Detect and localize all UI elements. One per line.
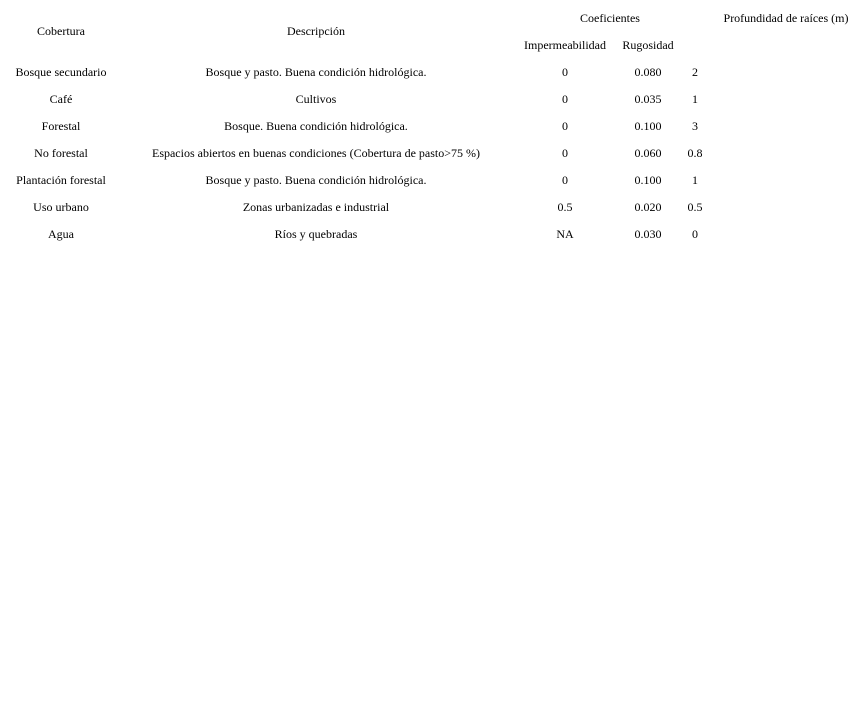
cell-rugosidad: 0.035 — [634, 92, 662, 106]
cell-descripcion: Cultivos — [295, 92, 337, 106]
cell-descripcion: Zonas urbanizadas e industrial — [242, 200, 390, 214]
cell-cobertura: Forestal — [41, 119, 81, 133]
cell-rugosidad: 0.100 — [634, 119, 662, 133]
cell-impermeabilidad: 0 — [562, 146, 568, 160]
cell-cobertura: Café — [49, 92, 73, 106]
cell-profundidad: 2 — [692, 65, 698, 79]
header-impermeabilidad: Impermeabilidad — [524, 38, 606, 52]
header-coeficientes: Coeficientes — [580, 11, 640, 25]
cell-impermeabilidad: 0 — [562, 173, 568, 187]
cell-rugosidad: 0.020 — [634, 200, 662, 214]
cell-rugosidad: 0.060 — [634, 146, 662, 160]
cell-descripcion: Bosque y pasto. Buena condición hidrológica. — [205, 65, 427, 79]
cell-descripcion: Espacios abiertos en buenas condiciones (Cobertura de pasto>75 %) — [151, 146, 480, 160]
cell-profundidad: 0 — [692, 227, 698, 241]
cell-rugosidad: 0.100 — [634, 173, 662, 187]
cell-descripcion: Ríos y quebradas — [274, 227, 358, 241]
cell-cobertura: Uso urbano — [33, 200, 89, 214]
cell-profundidad: 0.8 — [687, 146, 703, 160]
cell-impermeabilidad: 0.5 — [557, 200, 573, 214]
cell-cobertura: Bosque secundario — [15, 65, 107, 79]
header-descripcion: Descripción — [287, 24, 345, 38]
cell-cobertura: No forestal — [34, 146, 88, 160]
cell-cobertura: Agua — [48, 227, 74, 241]
cell-profundidad: 3 — [692, 119, 698, 133]
cell-profundidad: 1 — [692, 173, 698, 187]
header-cobertura: Cobertura — [37, 24, 85, 38]
cell-descripcion: Bosque. Buena condición hidrológica. — [224, 119, 408, 133]
cell-profundidad: 0.5 — [687, 200, 703, 214]
cell-profundidad: 1 — [692, 92, 698, 106]
cell-descripcion: Bosque y pasto. Buena condición hidrológica. — [205, 173, 427, 187]
cell-impermeabilidad: 0 — [562, 92, 568, 106]
header-profundidad: Profundidad de raíces (m) — [723, 11, 849, 25]
cell-impermeabilidad: 0 — [562, 65, 568, 79]
cell-rugosidad: 0.030 — [634, 227, 662, 241]
cell-impermeabilidad: NA — [556, 227, 574, 241]
cell-rugosidad: 0.080 — [634, 65, 662, 79]
cell-cobertura: Plantación forestal — [16, 173, 106, 187]
header-rugosidad: Rugosidad — [622, 38, 674, 52]
cell-impermeabilidad: 0 — [562, 119, 568, 133]
